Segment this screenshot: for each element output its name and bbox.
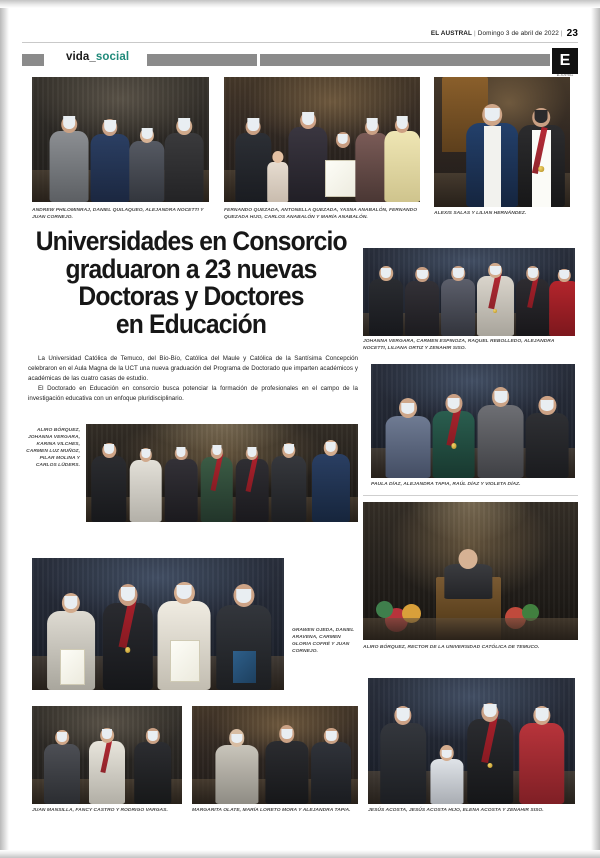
photo-top-right-scene: [434, 77, 570, 207]
masthead-page-number: 23: [566, 27, 578, 39]
masthead-line: [431, 28, 578, 39]
article-paragraph-2: El Doctorado en Educación en consorcio busca potenciar la formación de profesionales en el campo de la investigación educativa con un enfoque pluridisciplinario.: [28, 385, 358, 403]
photo-bottom-left-scene: [32, 706, 182, 804]
page-edge-top: [0, 0, 600, 8]
headline-line-3: Doctoras y Doctores: [78, 281, 304, 312]
photo-top-right-caption: ALEXIS SALAS Y LILIAN HERNÁNDEZ.: [434, 211, 527, 216]
section-title: [66, 51, 129, 63]
masthead-date: Domingo 3 de abril de 2022: [477, 29, 559, 37]
photo-bottom-center-caption: MARGARITA OLATE, MARÍA LORETO MORA Y ALEJANDRA TAPIA.: [192, 808, 351, 813]
right-column-divider: [363, 495, 578, 496]
article-paragraph-1: La Universidad Católica de Temuco, del Bío-Bío, Católica del Maule y Católica de la Santísima Concepción celebraron en el Aula Magna de la UCT una nueva graduación del Programa de Doctorado que imparten académicos y académicas de las cuatro casas de estudio.: [28, 355, 358, 383]
photo-top-left: [32, 77, 209, 202]
photo-rector-caption: ALIRO BÓRQUEZ, RECTOR DE LA UNIVERSIDAD CATÓLICA DE TEMUCO.: [363, 645, 540, 650]
photo-right-family: [371, 364, 575, 478]
page-edge-right: [591, 0, 600, 858]
page-edge-bottom: [0, 850, 600, 858]
photo-bottom-left: [32, 706, 182, 804]
photo-top-right: [434, 77, 570, 207]
photo-mid-left: [32, 558, 284, 690]
masthead-divider: [22, 42, 578, 43]
headline-line-4: en Educación: [115, 308, 267, 339]
photo-bottom-left-caption: JUAN MANSILLA, FANCY CASTRO Y RODRIGO VARGAS.: [32, 808, 168, 813]
publisher-logo-icon: [552, 48, 578, 74]
publisher-logo-subtext: EL AUSTRAL: [556, 74, 574, 77]
photo-top-center-caption: FERNANDO QUEZADA, ANTONELLA QUEZADA, YASNA ANABALÓN, FERNANDO QUEZADA HIJO, CARLOS ANABALÓN Y MARÍA ANABALÓN.: [224, 208, 418, 220]
photo-mid-left-scene: [32, 558, 284, 690]
photo-right-group-caption: JOHANNA VERGARA, CARMEN ESPINOZA, RAQUEL REBOLLEDO, ALEJANDRA NOCETTI, LILIANA ORTIZ Y ZENAHIR SISO.: [363, 339, 555, 351]
photo-top-center: [224, 77, 420, 202]
photo-bottom-right: [368, 678, 575, 804]
masthead-separator-1: |: [474, 29, 476, 37]
headline-line-1: Universidades en Consorcio: [35, 226, 347, 256]
photo-left-stage-caption: ALIRO BÓRQUEZ, JOHANNA VERGARA, KARINA VILCHES, CARMEN LUZ MUÑOZ, PILAR MOLINA Y CARLOS LÜDERS.: [26, 428, 80, 468]
photo-rector: [363, 502, 578, 640]
masthead-separator-2: |: [560, 29, 563, 37]
photo-top-left-caption: ANDREW PHILOMINRAJ, DANIEL QUILAQUEO, ALEJANDRA NOCETTI Y JUAN CORNEJO.: [32, 208, 204, 220]
publisher-logo-letter: E: [559, 52, 571, 69]
page-edge-left: [0, 0, 9, 858]
section-bar-segment-mid: [147, 54, 257, 66]
masthead: [0, 24, 600, 42]
photo-top-left-scene: [32, 77, 209, 202]
photo-right-group: [363, 248, 575, 336]
photo-left-stage-scene: [86, 424, 358, 522]
page-headline: [36, 228, 347, 338]
section-title-first: vida_: [66, 51, 96, 63]
section-bar-segment-right: [260, 54, 550, 66]
photo-top-center-scene: [224, 77, 420, 202]
headline-line-2: graduaron a 23 nuevas: [65, 253, 317, 284]
photo-bottom-center: [192, 706, 358, 804]
photo-bottom-right-scene: [368, 678, 575, 804]
photo-left-stage: [86, 424, 358, 522]
photo-right-family-caption: PAULA DÍAZ, ALEJANDRA TAPIA, RAÚL DÍAZ Y VIOLETA DÍAZ.: [371, 482, 521, 487]
masthead-brand: EL AUSTRAL: [430, 29, 473, 37]
photo-mid-left-caption: GRAWEN OJEDA, DANIEL ARAVENA, CARMEN GLORIA COFRÉ Y JUAN CORNEJO.: [292, 628, 355, 654]
photo-bottom-right-caption: JESÚS ACOSTA, JESÚS ACOSTA HIJO, ELENA ACOSTA Y ZENAHIR SISO.: [368, 808, 544, 813]
section-bar-segment-left: [22, 54, 44, 66]
photo-right-family-scene: [371, 364, 575, 478]
photo-right-group-scene: [363, 248, 575, 336]
photo-bottom-center-scene: [192, 706, 358, 804]
photo-rector-scene: [363, 502, 578, 640]
article-body: [28, 354, 358, 404]
section-bar: [22, 50, 578, 77]
section-title-second: social: [95, 51, 130, 63]
